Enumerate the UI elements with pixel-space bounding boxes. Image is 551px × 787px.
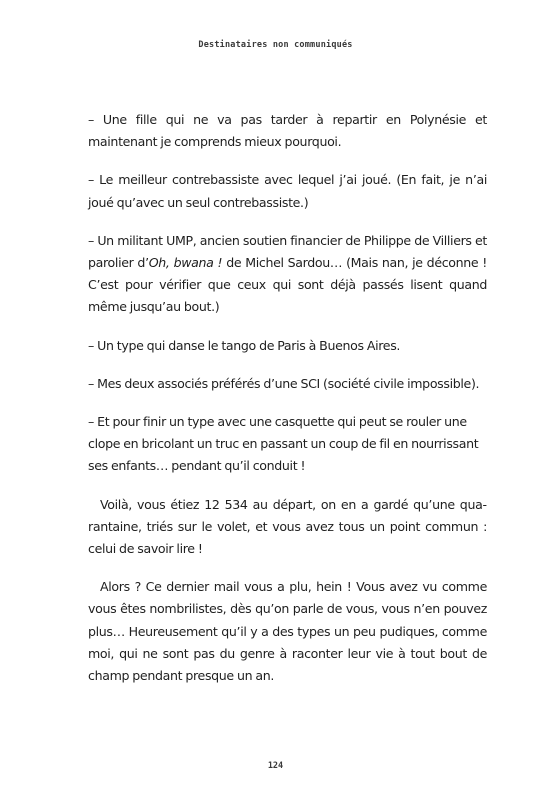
paragraph-militant-ump-start: – Un militant UMP, ancien soutien financier de Philippe de Villiers et parolier d’	[88, 232, 487, 271]
paragraph-sci: – Mes deux associés préférés d’une SCI (société civile impossible).	[88, 375, 480, 391]
body-text	[88, 109, 487, 703]
paragraph-militant-ump	[88, 230, 487, 319]
song-title: Oh, bwana !	[148, 255, 223, 271]
page-number: 124	[267, 761, 284, 771]
paragraph-voila: Voilà, vous étiez 12 534 au départ, on en a gardé qu’une quarantaine, triés sur le volet, et vous avez tous un point commun : celui de savoir lire !	[88, 496, 487, 557]
paragraph-contrebassiste: – Le meilleur contrebassiste avec lequel j’ai joué. (En fait, je n’ai joué qu’avec un seul contrebassiste.)	[88, 172, 487, 210]
running-head: Destinataires non communiqués	[198, 40, 353, 50]
paragraph-casquette: – Et pour finir un type avec une casquette qui peut se rouler une clope en bricolant un truc en passant un coup de fil en nourrissant ses enfants… pendant qu’il conduit !	[88, 414, 479, 474]
paragraph-tango: – Un type qui danse le tango de Paris à Buenos Aires.	[88, 337, 401, 353]
paragraph-militant-ump-end: de Michel Sardou… (Mais nan, je déconne ! C’est pour vérifier que ceux qui sont déjà passés lisent quand même jusqu’au bout.)	[88, 255, 487, 315]
paragraph-polynesie: – Une fille qui ne va pas tarder à repartir en Polynésie et maintenant je comprends mieux pourquoi.	[88, 112, 487, 150]
paragraph-alors: Alors ? Ce dernier mail vous a plu, hein ! Vous avez vu comme vous êtes nombrilistes, dès qu’on parle de vous, vous n’en pouvez plus… Heureusement qu’il y a des types un peu pudiques, comme moi, qui ne sont pas du genre à raconter leur vie à tout bout de champ pendant presque un an.	[88, 579, 487, 684]
